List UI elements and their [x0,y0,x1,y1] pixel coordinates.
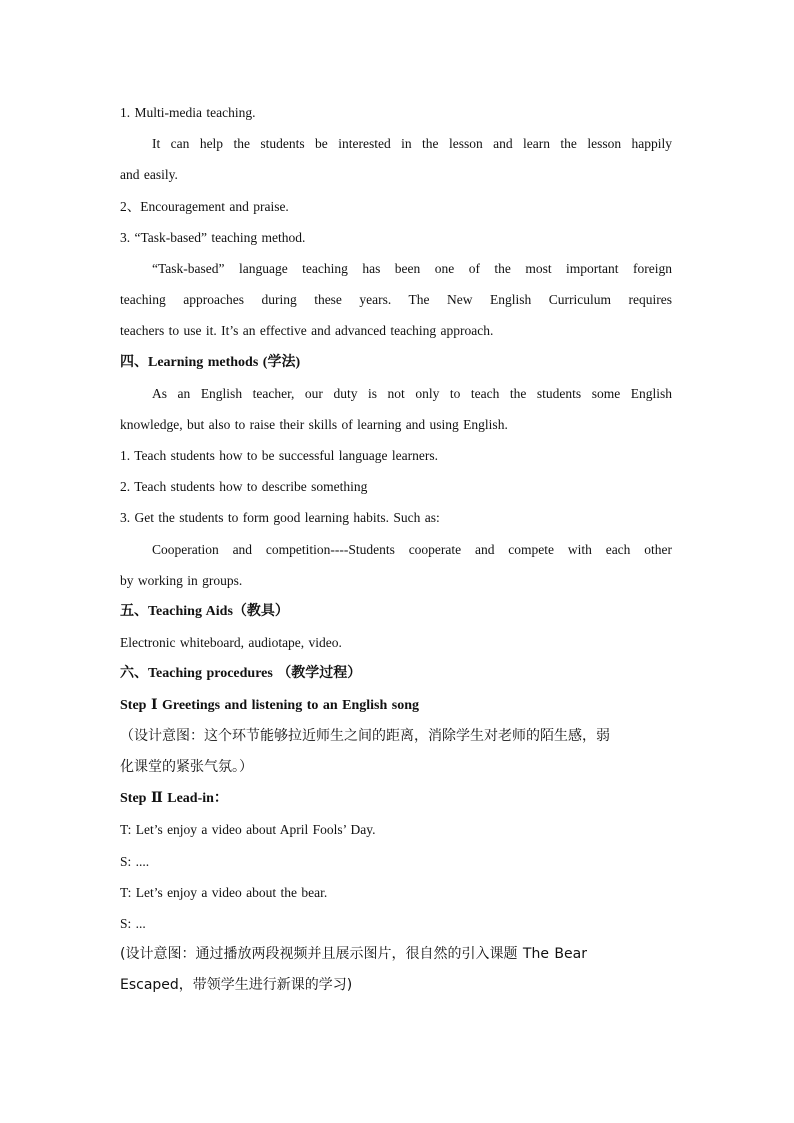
list-item: 2. Teach students how to describe something [120,479,368,495]
teaching-aids-list: Electronic whiteboard, audiotape, video. [120,635,342,651]
dialogue-line: T: Let’s enjoy a video about the bear. [120,884,328,900]
design-intent-note: (设计意图：通过播放两段视频并且展示图片，很自然的引入课题 The Bear [120,946,587,963]
step-2-title: Step Ⅱ Lead-in： [120,791,228,807]
paragraph-line: Cooperation and competition----Students cooperate and compete with each other [152,541,672,557]
paragraph-line: by working in groups. [120,572,243,588]
paragraph-line: As an English teacher, our duty is not only to teach the students some English [152,385,672,401]
list-item: 3. Get the students to form good learning habits. Such as: [120,510,440,526]
section-heading-teaching-aids: 五、Teaching Aids（教具） [120,604,289,619]
paragraph-line: knowledge, but also to raise their skills of learning and using English. [120,416,508,432]
paragraph-line: teaching approaches during these years. The New English Curriculum requires [120,292,672,308]
list-item: 1. Teach students how to be successful language learners. [120,448,438,464]
document-page [120,97,672,1001]
step-1-title: Step Ⅰ Greetings and listening to an English song [120,697,420,713]
dialogue-line: T: Let’s enjoy a video about April Fools’ Day. [120,822,376,838]
section-heading-teaching-procedures: 六、Teaching procedures （教学过程） [120,666,362,682]
method-task-based: 3. “Task-based” teaching method. [120,229,306,245]
paragraph-line: It can help the students be interested in the lesson and learn the lesson happily [152,136,672,152]
paragraph-line: and easily. [120,167,178,183]
paragraph-line: “Task-based” language teaching has been one of the most important foreign [152,260,672,276]
dialogue-line: S: .... [120,853,150,869]
design-intent-note: Escaped，带领学生进行新课的学习) [120,977,353,994]
dialogue-line: S: ... [120,915,146,931]
method-encouragement: 2、Encouragement and praise. [120,198,289,214]
section-heading-learning-methods: 四、Learning methods (学法) [120,354,301,370]
design-intent-note: 化课堂的紧张气氛。） [120,758,253,775]
design-intent-note: （设计意图：这个环节能够拉近师生之间的距离，消除学生对老师的陌生感，弱 [120,727,610,744]
paragraph-line: teachers to use it. It’s an effective and advanced teaching approach. [120,323,494,339]
method-multimedia: 1. Multi-media teaching. [120,105,256,120]
